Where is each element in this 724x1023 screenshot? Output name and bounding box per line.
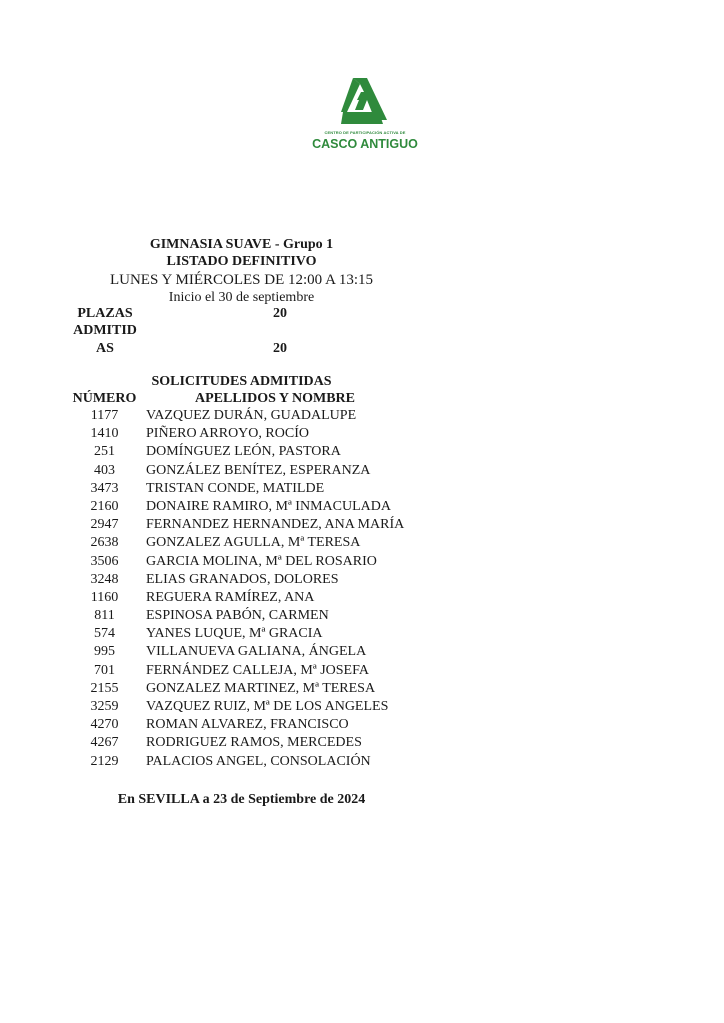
logo-name: CASCO ANTIGUO	[312, 137, 418, 151]
row-number: 2638	[90, 535, 119, 551]
section-title: SOLICITUDES ADMITIDAS	[151, 374, 332, 389]
row-number: 3259	[90, 699, 119, 714]
row-number: 4267	[90, 735, 119, 751]
table-row	[60, 643, 460, 661]
row-name: DONAIRE RAMIRO, Mª INMACULADA	[146, 498, 391, 514]
table-row	[60, 443, 460, 461]
casco-antiguo-logo	[300, 78, 430, 162]
row-name: ROMAN ALVAREZ, FRANCISCO	[146, 717, 349, 733]
row-number: 1410	[90, 426, 119, 442]
table-row	[60, 589, 460, 607]
row-name: GONZALEZ AGULLA, Mª TERESA	[146, 535, 361, 551]
table-row	[60, 625, 460, 643]
andalucia-a-logo-icon	[337, 78, 393, 126]
table-row	[60, 480, 460, 498]
column-header-number: NÚMERO	[72, 391, 137, 406]
admitidas-label-line2: AS	[96, 341, 114, 356]
row-name: FERNÁNDEZ CALLEJA, Mª JOSEFA	[146, 662, 369, 678]
table-row	[60, 462, 460, 480]
row-name: VAZQUEZ RUIZ, Mª DE LOS ANGELES	[146, 699, 389, 714]
row-name: DOMÍNGUEZ LEÓN, PASTORA	[146, 444, 341, 460]
row-number: 3506	[90, 553, 119, 569]
column-header-name: APELLIDOS Y NOMBRE	[195, 391, 355, 406]
table-row	[60, 607, 460, 625]
row-name: GONZÁLEZ BENÍTEZ, ESPERANZA	[146, 462, 371, 478]
admitidas-label-line1: ADMITID	[73, 323, 137, 338]
table-row	[60, 498, 460, 516]
row-number: 251	[94, 444, 115, 460]
table-row	[60, 662, 460, 680]
admitidas-value: 20	[273, 341, 287, 356]
row-number: 403	[94, 462, 115, 478]
row-number: 811	[94, 608, 115, 624]
table-row	[60, 516, 460, 534]
schedule-text: LUNES Y MIÉRCOLES DE 12:00 A 13:15	[109, 272, 374, 288]
row-number: 574	[94, 626, 115, 642]
row-name: RODRIGUEZ RAMOS, MERCEDES	[146, 735, 362, 751]
table-row	[60, 553, 460, 571]
row-number: 2129	[90, 753, 119, 769]
row-name: VAZQUEZ DURÁN, GUADALUPE	[146, 408, 357, 423]
row-number: 3248	[90, 571, 119, 587]
plazas-label: PLAZAS	[77, 306, 133, 321]
row-name: GARCIA MOLINA, Mª DEL ROSARIO	[146, 553, 377, 569]
row-number: 2155	[90, 680, 119, 696]
table-row	[60, 734, 460, 752]
row-name: YANES LUQUE, Mª GRACIA	[146, 626, 323, 642]
row-number: 3473	[90, 480, 119, 496]
row-name: VILLANUEVA GALIANA, ÁNGELA	[146, 644, 367, 660]
row-name: REGUERA RAMÍREZ, ANA	[146, 589, 315, 605]
row-number: 4270	[90, 717, 119, 733]
table-row	[60, 716, 460, 734]
admitted-list	[60, 407, 460, 771]
table-row	[60, 534, 460, 552]
row-number: 2160	[90, 498, 119, 514]
start-date-text: Inicio el 30 de septiembre	[168, 290, 315, 305]
row-name: ESPINOSA PABÓN, CARMEN	[146, 608, 329, 624]
row-name: PALACIOS ANGEL, CONSOLACIÓN	[146, 753, 371, 769]
table-row	[60, 753, 460, 771]
table-row	[60, 571, 460, 589]
row-number: 2947	[90, 517, 119, 533]
table-row	[60, 680, 460, 698]
row-name: GONZALEZ MARTINEZ, Mª TERESA	[146, 680, 376, 696]
row-number: 995	[94, 644, 115, 660]
plazas-value: 20	[273, 306, 287, 321]
table-row	[60, 698, 460, 716]
document-title: GIMNASIA SUAVE - Grupo 1	[149, 237, 334, 252]
row-number: 1160	[90, 589, 119, 605]
table-row	[60, 407, 460, 425]
row-number: 701	[94, 662, 115, 678]
table-row	[60, 425, 460, 443]
row-name: PIÑERO ARROYO, ROCÍO	[146, 426, 309, 442]
footer-place-date: En SEVILLA a 23 de Septiembre de 2024	[117, 792, 366, 807]
document-subtitle: LISTADO DEFINITIVO	[166, 254, 317, 269]
row-name: TRISTAN CONDE, MATILDE	[146, 480, 325, 496]
row-name: ELIAS GRANADOS, DOLORES	[146, 571, 339, 587]
row-name: FERNANDEZ HERNANDEZ, ANA MARÍA	[146, 517, 405, 533]
logo-subtitle: CENTRO DE PARTICIPACIÓN ACTIVA DE	[324, 130, 406, 135]
row-number: 1177	[90, 408, 119, 423]
